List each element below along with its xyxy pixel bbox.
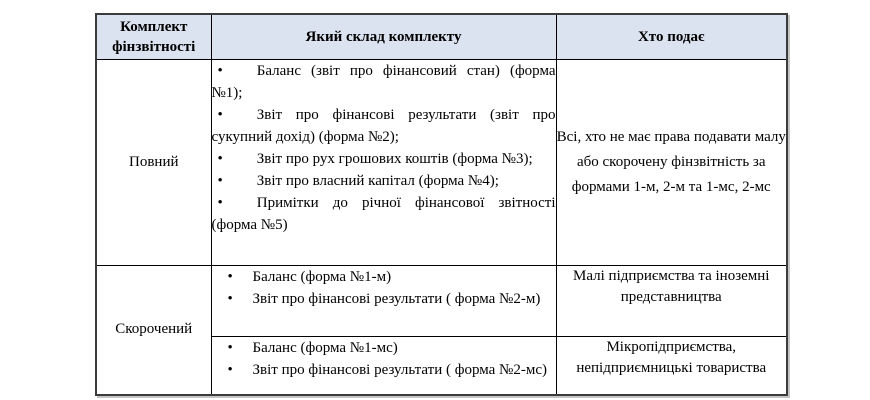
row-label-short: Скорочений — [96, 266, 211, 395]
bullet-icon: • — [227, 362, 233, 378]
bullet-item — [212, 170, 556, 192]
bullet-icon: • — [217, 195, 223, 211]
bullet-icon: • — [217, 63, 223, 79]
item-text: Баланс (форма №1-мс) — [252, 340, 398, 356]
item-text: Звіт про рух грошових коштів (форма №3); — [256, 151, 533, 167]
bullet-icon: • — [227, 269, 233, 285]
bullet-item — [212, 104, 556, 148]
bullet-icon: • — [217, 173, 223, 189]
row-label-full: Повний — [96, 60, 211, 266]
row-full-set — [96, 60, 787, 266]
submitter-text: Всі, хто не має права подавати малу або скорочену фінзвітність за формами 1-м, 2-м та 1-мс, 2-мс — [556, 129, 786, 195]
bullet-item — [212, 266, 556, 288]
short-ms-items-cell — [211, 337, 556, 395]
item-text: Звіт про фінансові результати ( форма №2-м) — [252, 291, 541, 307]
full-items-cell — [211, 60, 556, 266]
item-text: Баланс (звіт про фінансовий стан) (форма №1); — [211, 63, 556, 101]
header-cell-set: Комплект фінзвітності — [96, 14, 211, 60]
short-m-items-cell — [211, 266, 556, 337]
header-row — [96, 14, 787, 60]
full-submitter-cell — [556, 60, 787, 266]
item-text: Баланс (форма №1-м) — [252, 269, 392, 285]
item-text: Звіт про власний капітал (форма №4); — [256, 173, 499, 189]
finreport-table — [95, 13, 788, 396]
submitter-text: Мікропідприємства, непідприємницькі товариства — [576, 339, 767, 376]
submitter-text: Малі підприємства та іноземні представництва — [573, 268, 770, 305]
short-m-submitter-cell — [556, 266, 787, 337]
bullet-item — [212, 359, 556, 381]
short-ms-submitter-cell — [556, 337, 787, 395]
bullet-icon: • — [217, 107, 223, 123]
header-cell-submitter: Хто подає — [556, 14, 787, 60]
item-text: Звіт про фінансові результати (звіт про сукупний дохід) (форма №2); — [211, 107, 556, 145]
bullet-item — [212, 192, 556, 236]
bullet-icon: • — [217, 151, 223, 167]
row-short-m — [96, 266, 787, 337]
item-text: Звіт про фінансові результати ( форма №2-мс) — [252, 362, 547, 378]
bullet-item — [212, 60, 556, 104]
bullet-item — [212, 148, 556, 170]
bullet-icon: • — [227, 291, 233, 307]
item-text: Примітки до річної фінансової звітності (форма №5) — [211, 195, 556, 233]
bullet-icon: • — [227, 340, 233, 356]
header-cell-composition: Який склад комплекту — [211, 14, 556, 60]
bullet-item — [212, 337, 556, 359]
bullet-item — [212, 288, 556, 310]
